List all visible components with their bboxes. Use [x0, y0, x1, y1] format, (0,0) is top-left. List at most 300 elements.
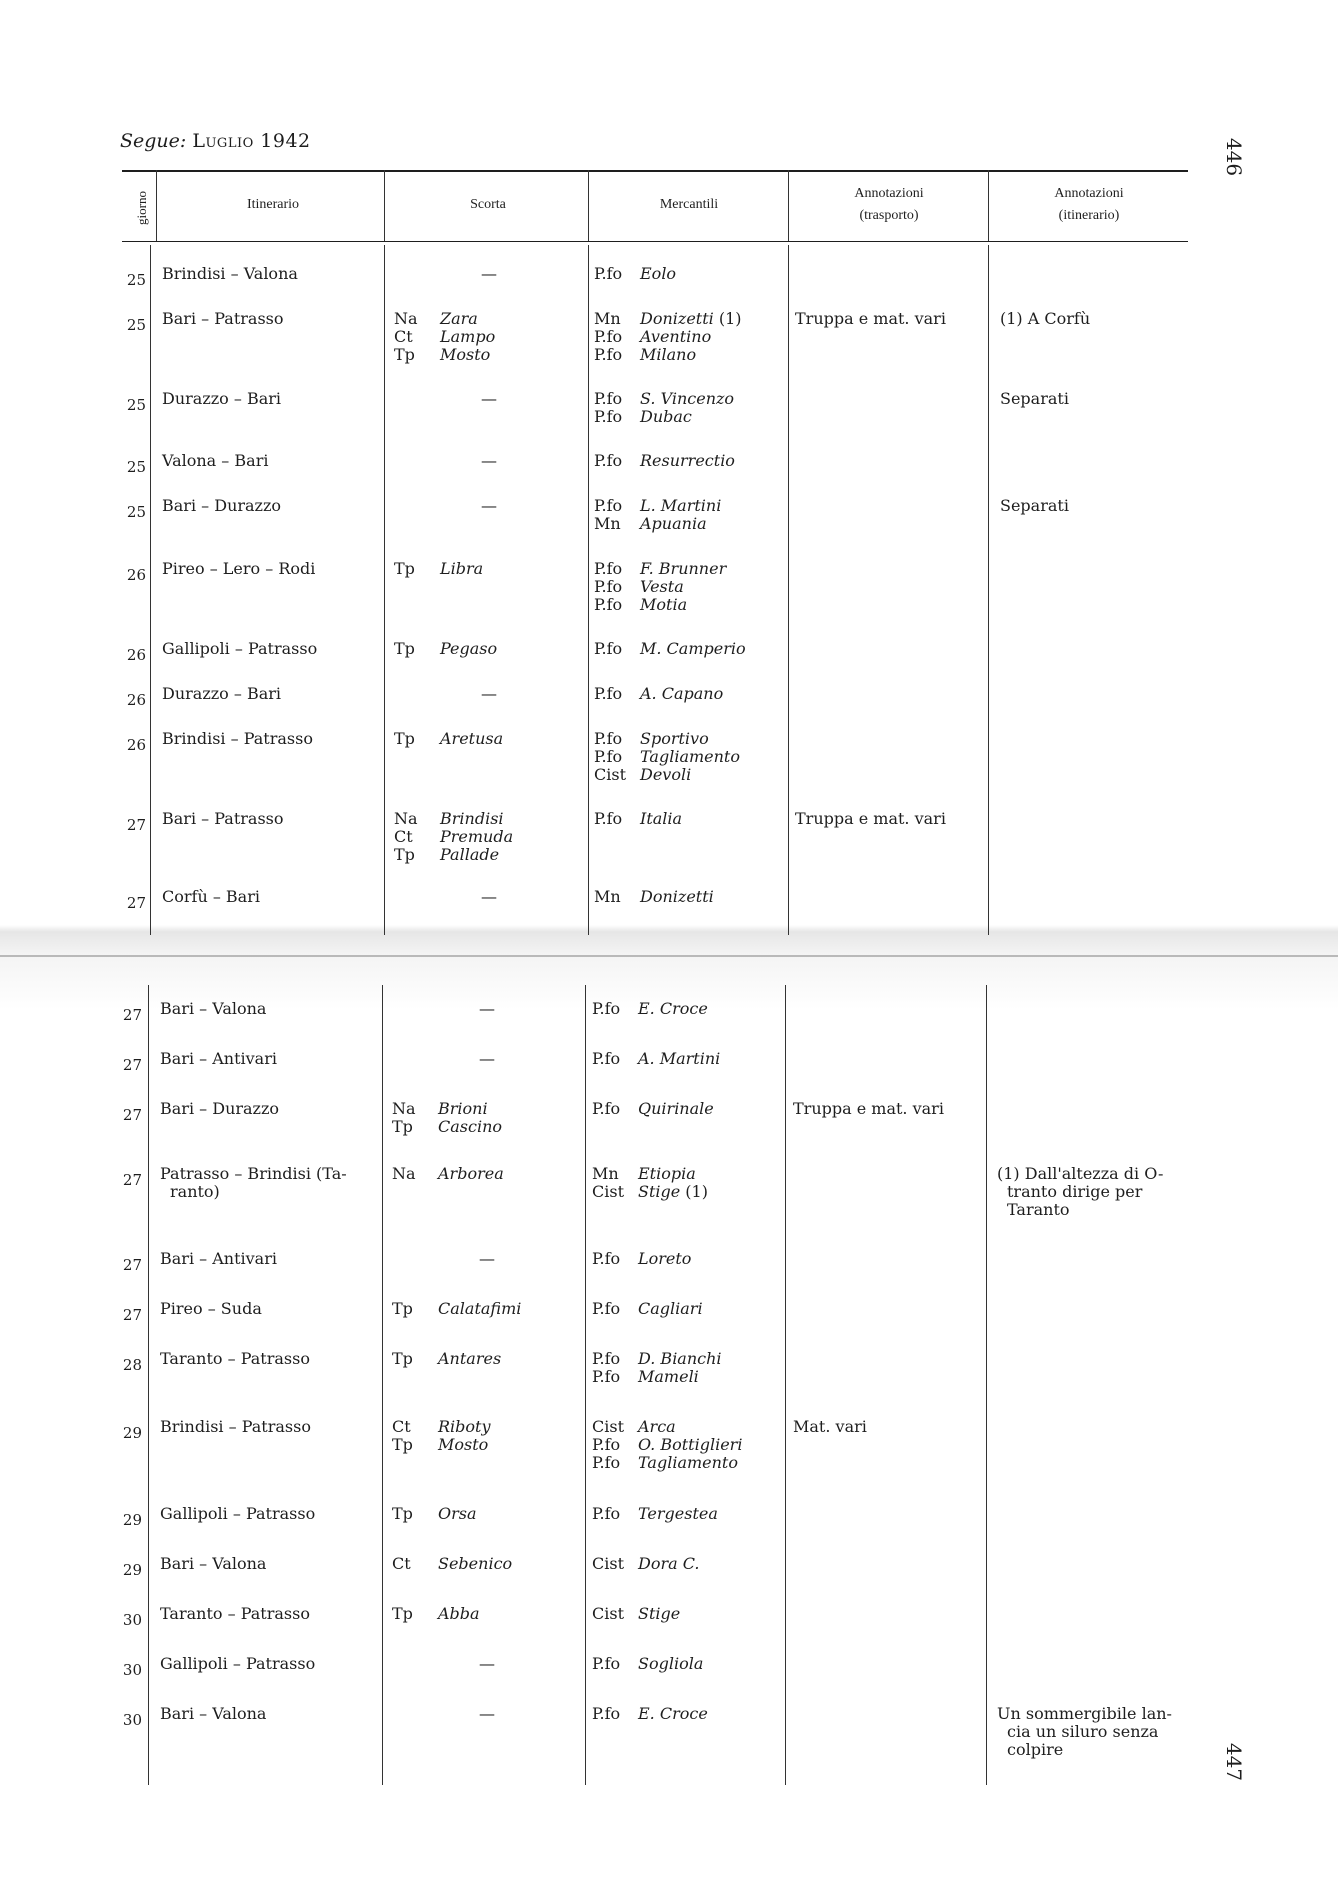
mercantile-line [594, 346, 788, 364]
annotazione-line: tranto dirige per [1007, 1182, 1143, 1201]
ship-type: P.fo [594, 684, 623, 703]
itinerario-line: Bari – Valona [160, 1554, 267, 1573]
mercantile-line [592, 1100, 786, 1118]
itinerario-cell [160, 1050, 382, 1068]
itinerario-line: Bari – Antivari [160, 1049, 277, 1068]
itinerario-line: Bari – Durazzo [162, 496, 282, 515]
mercantile-line [594, 310, 788, 328]
ship-name: Tergestea [638, 1504, 718, 1523]
ship-name: O. Bottiglieri [638, 1435, 743, 1454]
scorta-cell [392, 1555, 582, 1573]
itinerario-cell [162, 730, 384, 748]
mercantile-line [594, 748, 788, 766]
itinerario-line: Brindisi – Patrasso [162, 729, 313, 748]
ship-name: Donizetti [640, 309, 714, 328]
ship-type: Tp [394, 845, 415, 864]
ship-type: Na [394, 309, 418, 328]
footnote-mark: (1) [713, 309, 742, 328]
day-cell: 27 [126, 894, 146, 912]
mercantile-line [594, 497, 788, 515]
mercantili-cell [592, 1555, 786, 1573]
itinerario-line: Gallipoli – Patrasso [160, 1504, 316, 1523]
ship-type: P.fo [592, 1367, 621, 1386]
mercantile-line [594, 685, 788, 703]
ship-type: P.fo [592, 1299, 621, 1318]
scorta-line [394, 846, 584, 864]
ship-name: E. Croce [638, 999, 708, 1018]
ship-type: Mn [594, 887, 621, 906]
scorta-dash: — [479, 1249, 495, 1268]
day-cell: 30 [122, 1661, 142, 1679]
page-fold-shadow [0, 925, 1338, 1010]
itinerario-line: Valona – Bari [162, 451, 269, 470]
mercantili-cell [592, 1300, 786, 1318]
itinerario-cell [162, 640, 384, 658]
mercantile-line [592, 1655, 786, 1673]
ship-name: Calatafimi [438, 1299, 522, 1318]
annotazione-trasporto: Truppa e mat. vari [793, 1099, 944, 1118]
annotazione-line: Taranto [1007, 1200, 1070, 1219]
day-cell: 26 [126, 691, 146, 709]
mercantili-cell [592, 1000, 786, 1018]
itinerario-cell [160, 1350, 382, 1368]
ship-name: Stige [638, 1182, 681, 1201]
mercantile-line [592, 1605, 786, 1623]
ship-type: P.fo [594, 747, 623, 766]
ship-type: Tp [394, 639, 415, 658]
column-divider [384, 245, 385, 935]
scorta-dash: — [481, 496, 497, 515]
ship-name: Eolo [640, 264, 677, 283]
ship-type: P.fo [592, 999, 621, 1018]
ship-name: Sportivo [640, 729, 709, 748]
itinerario-cell [160, 1165, 382, 1201]
ship-type: P.fo [592, 1349, 621, 1368]
column-divider [988, 245, 989, 935]
scorta-cell [394, 640, 584, 658]
ship-name: A. Martini [638, 1049, 721, 1068]
scorta-cell [392, 1165, 582, 1183]
ship-name: M. Camperio [640, 639, 746, 658]
ship-type: Tp [394, 729, 415, 748]
column-divider [588, 245, 589, 935]
ship-type: Na [392, 1164, 416, 1183]
mercantile-line [594, 888, 788, 906]
itinerario-cell [160, 1705, 382, 1723]
ship-name: Etiopia [638, 1164, 696, 1183]
day-cell: 25 [126, 396, 146, 414]
running-head [120, 130, 311, 152]
annotazione-itinerario: (1) A Corfù [1000, 309, 1091, 328]
ship-name: Stige [638, 1604, 681, 1623]
scorta-cell [392, 1100, 582, 1136]
mercantile-line [592, 1705, 786, 1723]
ship-type: Cist [592, 1417, 624, 1436]
itinerario-cell [162, 560, 384, 578]
scorta-line [392, 1300, 582, 1318]
ship-type: Ct [392, 1417, 411, 1436]
ship-name: Dubac [640, 407, 692, 426]
header-divider [384, 170, 385, 241]
ship-type: P.fo [592, 1453, 621, 1472]
itinerario-line: Bari – Antivari [160, 1249, 277, 1268]
day-cell: 25 [126, 316, 146, 334]
column-divider [148, 985, 149, 1785]
ship-name: Mosto [438, 1435, 489, 1454]
ship-type: P.fo [592, 1099, 621, 1118]
annotazione-trasporto: Mat. vari [793, 1417, 867, 1436]
itinerario-line: Durazzo – Bari [162, 684, 282, 703]
scorta-line [392, 1165, 582, 1183]
itinerario-line: Bari – Valona [160, 1704, 267, 1723]
day-cell: 29 [122, 1424, 142, 1442]
itinerario-cell [162, 497, 384, 515]
itinerario-line: Gallipoli – Patrasso [160, 1654, 316, 1673]
ship-type: Mn [594, 309, 621, 328]
mercantili-cell [594, 640, 788, 658]
ship-type: Na [392, 1099, 416, 1118]
ship-type: Tp [392, 1435, 413, 1454]
ship-name: Tagliamento [640, 747, 740, 766]
ship-name: Vesta [640, 577, 684, 596]
column-header-giorno: giorno [134, 191, 149, 225]
mercantile-line [592, 1300, 786, 1318]
scorta-line [394, 328, 584, 346]
column-header-annotazioni-itinerario: Annotazioni (itinerario) [1054, 186, 1124, 223]
ship-type: P.fo [594, 345, 623, 364]
ship-name: Antares [438, 1349, 502, 1368]
ship-type: Cist [592, 1604, 624, 1623]
mercantili-cell [592, 1250, 786, 1268]
scorta-dash: — [479, 1654, 495, 1673]
ship-name: Milano [640, 345, 697, 364]
ship-type: Tp [392, 1604, 413, 1623]
ship-type: P.fo [592, 1654, 621, 1673]
footnote-mark: (1) [680, 1182, 708, 1201]
ship-name: Quirinale [638, 1099, 714, 1118]
scorta-line [394, 640, 584, 658]
mercantile-line [594, 328, 788, 346]
ship-name: Pallade [440, 845, 500, 864]
itinerario-cell [160, 1655, 382, 1673]
ship-name: Devoli [640, 765, 692, 784]
itinerario-cell [160, 1555, 382, 1573]
annotazione-itinerario [997, 1705, 1187, 1759]
mercantile-line [592, 1050, 786, 1068]
ship-type: P.fo [594, 809, 623, 828]
mercantile-line [594, 408, 788, 426]
page-number-bottom: 447 [1222, 1742, 1247, 1782]
annotazione-itinerario: Separati [1000, 389, 1069, 408]
mercantili-cell [592, 1655, 786, 1673]
scorta-line [394, 560, 584, 578]
ship-type: P.fo [592, 1504, 621, 1523]
ship-type: Cist [594, 765, 626, 784]
ship-type: Ct [394, 827, 413, 846]
annotazione-line: Un sommergibile lan- [997, 1704, 1172, 1723]
mercantili-cell [594, 265, 788, 283]
ship-name: Sebenico [438, 1554, 513, 1573]
day-cell: 27 [122, 1306, 142, 1324]
annotazione-trasporto: Truppa e mat. vari [795, 309, 946, 328]
scorta-cell [394, 730, 584, 748]
itinerario-cell [162, 810, 384, 828]
column-divider [585, 985, 586, 1785]
ship-type: Cist [592, 1554, 624, 1573]
mercantile-line [594, 390, 788, 408]
ship-name: Cagliari [638, 1299, 703, 1318]
itinerario-cell [162, 888, 384, 906]
scorta-dash: — [481, 684, 497, 703]
ship-type: Tp [392, 1349, 413, 1368]
scorta-line [392, 1350, 582, 1368]
scorta-dash: — [481, 264, 497, 283]
day-cell: 27 [122, 1106, 142, 1124]
itinerario-cell [160, 1418, 382, 1436]
ship-name: Cascino [438, 1117, 503, 1136]
scorta-dash: — [479, 1704, 495, 1723]
ship-name: Brindisi [440, 809, 504, 828]
mercantile-line [592, 1436, 786, 1454]
column-divider [150, 245, 151, 935]
scorta-line [392, 1100, 582, 1118]
itinerario-line: Patrasso – Brindisi (Ta- [160, 1164, 347, 1183]
ship-name: Dora C. [638, 1554, 700, 1573]
header-divider [988, 170, 989, 241]
mercantile-line [594, 596, 788, 614]
ship-type: P.fo [594, 729, 623, 748]
scorta-cell [392, 1300, 582, 1318]
header-divider [156, 170, 157, 241]
mercantili-cell [594, 560, 788, 614]
day-cell: 25 [126, 458, 146, 476]
itinerario-line: ranto) [170, 1182, 220, 1201]
header-top-rule [122, 170, 1188, 172]
ship-type: P.fo [594, 639, 623, 658]
day-cell: 29 [122, 1511, 142, 1529]
mercantile-line [592, 1183, 786, 1201]
ship-type: P.fo [592, 1049, 621, 1068]
ship-name: D. Bianchi [638, 1349, 722, 1368]
mercantili-cell [594, 810, 788, 828]
itinerario-cell [162, 452, 384, 470]
page-fold-line [0, 955, 1338, 957]
scorta-line [394, 828, 584, 846]
day-cell: 26 [126, 646, 146, 664]
mercantile-line [592, 1350, 786, 1368]
itinerario-cell [162, 685, 384, 703]
mercantili-cell [592, 1418, 786, 1472]
mercantili-cell [592, 1705, 786, 1723]
ship-type: Mn [592, 1164, 619, 1183]
header-divider [588, 170, 589, 241]
page-number-top: 446 [1222, 137, 1247, 177]
ship-name: Orsa [438, 1504, 477, 1523]
ship-name: Libra [440, 559, 484, 578]
scorta-cell [394, 560, 584, 578]
scorta-cell [394, 810, 584, 864]
day-cell: 26 [126, 736, 146, 754]
ship-name: Tagliamento [638, 1453, 738, 1472]
ship-type: P.fo [592, 1249, 621, 1268]
ship-type: Tp [394, 559, 415, 578]
mercantile-line [594, 730, 788, 748]
mercantili-cell [592, 1050, 786, 1068]
scorta-line [392, 1436, 582, 1454]
mercantili-cell [594, 685, 788, 703]
ship-name: Premuda [440, 827, 514, 846]
itinerario-line: Bari – Patrasso [162, 309, 284, 328]
column-header-annotazioni-trasporto: Annotazioni (trasporto) [854, 186, 924, 223]
ship-name: Aventino [640, 327, 712, 346]
day-cell: 29 [122, 1561, 142, 1579]
ship-name: Riboty [438, 1417, 491, 1436]
ship-type: P.fo [594, 451, 623, 470]
ship-type: P.fo [594, 389, 623, 408]
ship-type: Ct [394, 327, 413, 346]
scorta-line [392, 1605, 582, 1623]
scorta-line [392, 1418, 582, 1436]
itinerario-cell [162, 310, 384, 328]
mercantili-cell [594, 730, 788, 784]
ship-type: Cist [592, 1182, 624, 1201]
mercantile-line [594, 560, 788, 578]
scorta-dash: — [481, 887, 497, 906]
scorta-dash: — [481, 451, 497, 470]
column-header-mercantili: Mercantili [659, 197, 719, 212]
ship-type: P.fo [594, 327, 623, 346]
mercantile-line [594, 265, 788, 283]
mercantile-line [594, 766, 788, 784]
annotazione-itinerario [997, 1165, 1187, 1219]
annotazione-line: (1) Dall'altezza di O- [997, 1164, 1164, 1183]
itinerario-line: Pireo – Lero – Rodi [162, 559, 316, 578]
mercantili-cell [594, 452, 788, 470]
ship-name: Abba [438, 1604, 480, 1623]
itinerario-line: Gallipoli – Patrasso [162, 639, 318, 658]
mercantile-line [592, 1250, 786, 1268]
ship-name: Donizetti [640, 887, 714, 906]
ship-name: Mosto [440, 345, 491, 364]
itinerario-cell [160, 1100, 382, 1118]
column-header-scorta: Scorta [470, 197, 506, 212]
scorta-dash: — [481, 389, 497, 408]
itinerario-line: Corfù – Bari [162, 887, 260, 906]
scorta-line [394, 730, 584, 748]
scorta-line [394, 346, 584, 364]
scorta-dash: — [479, 999, 495, 1018]
ship-name: Brioni [438, 1099, 488, 1118]
mercantile-line [592, 1368, 786, 1386]
ship-name: Pegaso [440, 639, 498, 658]
itinerario-cell [160, 1000, 382, 1018]
mercantile-line [594, 515, 788, 533]
day-cell: 28 [122, 1356, 142, 1374]
ship-name: Mameli [638, 1367, 699, 1386]
mercantile-line [594, 452, 788, 470]
running-head-prefix: Segue: [120, 130, 187, 152]
itinerario-cell [160, 1605, 382, 1623]
scorta-line [392, 1505, 582, 1523]
ship-type: Tp [394, 345, 415, 364]
ship-type: P.fo [594, 595, 623, 614]
ship-type: P.fo [592, 1704, 621, 1723]
mercantili-cell [592, 1605, 786, 1623]
ship-type: P.fo [594, 264, 623, 283]
itinerario-line: Brindisi – Valona [162, 264, 298, 283]
ship-type: P.fo [594, 496, 623, 515]
ship-name: Italia [640, 809, 683, 828]
ship-name: L. Martini [640, 496, 722, 515]
ship-name: Apuania [640, 514, 707, 533]
mercantile-line [592, 1165, 786, 1183]
mercantile-line [594, 810, 788, 828]
scorta-line [394, 310, 584, 328]
ship-name: F. Brunner [640, 559, 727, 578]
ship-type: Na [394, 809, 418, 828]
mercantili-cell [592, 1350, 786, 1386]
day-cell: 26 [126, 566, 146, 584]
running-head-month-year: Luglio 1942 [192, 130, 311, 152]
column-divider [788, 245, 789, 935]
annotazione-trasporto: Truppa e mat. vari [795, 809, 946, 828]
itinerario-line: Brindisi – Patrasso [160, 1417, 311, 1436]
day-cell: 27 [122, 1006, 142, 1024]
day-cell: 27 [122, 1056, 142, 1074]
itinerario-line: Bari – Durazzo [160, 1099, 280, 1118]
day-cell: 27 [122, 1171, 142, 1189]
scorta-cell [392, 1505, 582, 1523]
mercantili-cell [592, 1165, 786, 1201]
mercantile-line [592, 1505, 786, 1523]
mercantili-cell [594, 888, 788, 906]
annotazione-line: cia un siluro senza [1007, 1722, 1159, 1741]
header-bottom-rule [122, 241, 1188, 242]
scorta-line [392, 1555, 582, 1573]
mercantili-cell [592, 1505, 786, 1523]
ship-name: Aretusa [440, 729, 504, 748]
ship-name: Zara [440, 309, 478, 328]
column-divider [382, 985, 383, 1785]
mercantile-line [592, 1418, 786, 1436]
scorta-line [394, 810, 584, 828]
ship-name: Motia [640, 595, 688, 614]
ship-type: Ct [392, 1554, 411, 1573]
ship-name: Arca [638, 1417, 676, 1436]
itinerario-line: Taranto – Patrasso [160, 1604, 310, 1623]
annotazione-line: colpire [1007, 1740, 1064, 1759]
scorta-cell [392, 1605, 582, 1623]
ship-name: Resurrectio [640, 451, 735, 470]
ship-name: Arborea [438, 1164, 504, 1183]
ship-type: Tp [392, 1117, 413, 1136]
day-cell: 30 [122, 1611, 142, 1629]
itinerario-cell [160, 1300, 382, 1318]
mercantili-cell [592, 1100, 786, 1118]
day-cell: 30 [122, 1711, 142, 1729]
ship-type: Tp [392, 1504, 413, 1523]
header-divider [788, 170, 789, 241]
itinerario-cell [162, 390, 384, 408]
scorta-dash: — [479, 1049, 495, 1068]
itinerario-cell [160, 1505, 382, 1523]
ship-type: P.fo [594, 559, 623, 578]
ship-name: A. Capano [640, 684, 724, 703]
mercantili-cell [594, 310, 788, 364]
scorta-cell [392, 1418, 582, 1454]
day-cell: 27 [126, 816, 146, 834]
mercantile-line [594, 640, 788, 658]
